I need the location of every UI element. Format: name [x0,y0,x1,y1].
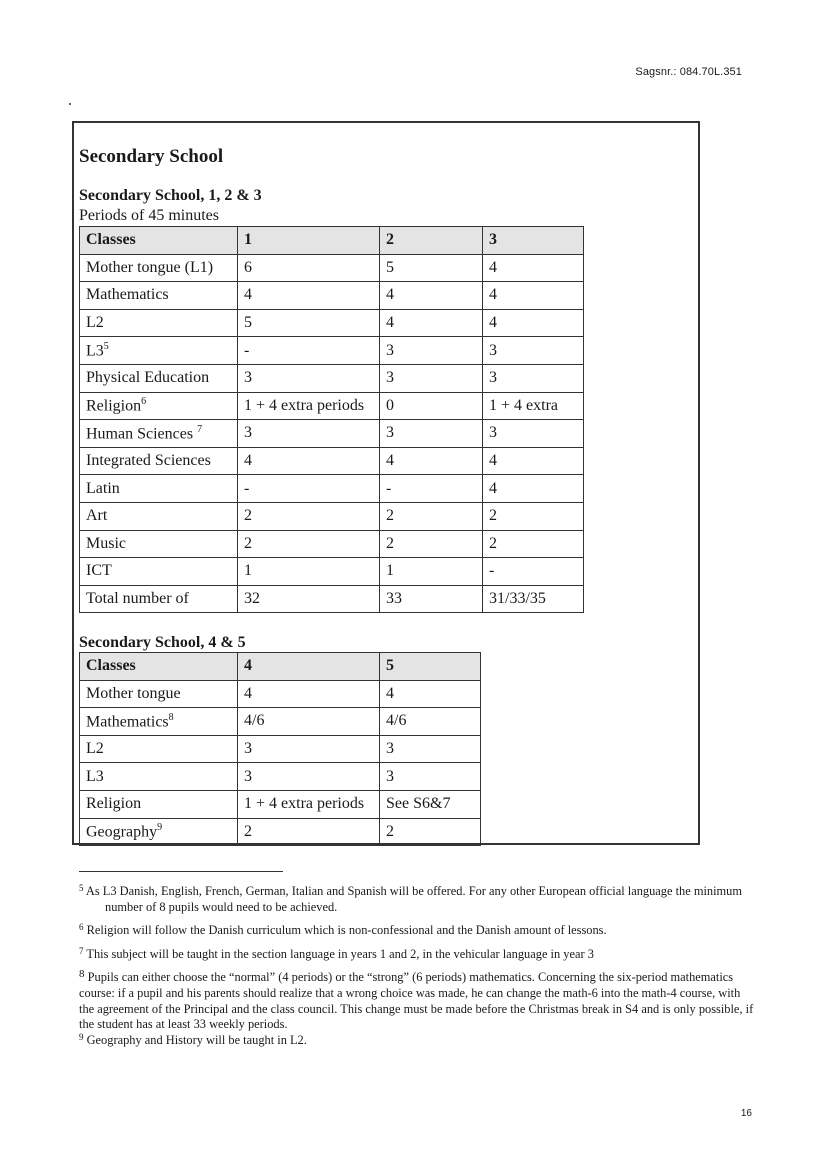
table-row [80,530,584,558]
header-year-5: 5 [380,653,481,681]
value-cell: 4/6 [380,708,481,736]
subject-cell: Physical Education [80,364,238,392]
table-row [80,392,584,420]
table-row [80,475,584,503]
table-row [80,763,481,791]
timetable-s1-3 [79,226,584,613]
value-cell: 4 [238,680,380,708]
footnote-rule [79,871,283,872]
value-cell: 2 [238,818,380,846]
table-row [80,309,584,337]
value-cell: 4 [380,309,483,337]
subject-cell: Total number of [80,585,238,613]
value-cell: 1 [238,558,380,586]
value-cell: 3 [380,420,483,448]
timetable-s4-5 [79,652,481,846]
table-row [80,680,481,708]
value-cell: 1 [380,558,483,586]
value-cell: 3 [238,420,380,448]
value-cell: 4 [483,254,584,282]
value-cell: - [238,475,380,503]
value-cell: 1 + 4 extra [483,392,584,420]
table-header-row [80,227,584,255]
subject-cell: Art [80,502,238,530]
table-row [80,282,584,310]
table-row [80,708,481,736]
value-cell: See S6&7 [380,790,481,818]
value-cell: 3 [238,364,380,392]
table-header-row [80,653,481,681]
page-number: 16 [740,1108,752,1119]
footnote-5: $^5$ As L3 Danish, English, French, German, Italian and Spanish will be offered. For any other European official language the minimum number of 8 pupils would need to be achieved. [79,883,743,914]
subject-cell: ICT [80,558,238,586]
value-cell: 2 [380,502,483,530]
table-row [80,364,584,392]
value-cell: 32 [238,585,380,613]
subject-cell: Human Sciences $^7$ [80,420,238,448]
value-cell: 33 [380,585,483,613]
value-cell: 4 [483,309,584,337]
section1-heading: Secondary School, 1, 2 & 3 [79,187,262,204]
value-cell: 1 + 4 extra periods [238,392,380,420]
table-row [80,502,584,530]
value-cell: 5 [238,309,380,337]
header-year-1: 1 [238,227,380,255]
value-cell: 2 [483,502,584,530]
subject-cell: L2 [80,735,238,763]
footnote-9: $^9$ Geography and History will be taught in L2. [79,1031,307,1047]
footnote-8: $^8$ Pupils can either choose the “normal” (4 periods) or the “strong” (6 periods) mathematics. Concerning the six-period mathematics course: if a pupil and his parents should realize that a wrong choice was made, he can change the math-6 into the math-4 course, with the agreement of the Principal and the class council. This change must be made before the Christmas break in S4 and is only possible, if the student has at least 33 weekly periods. [79,968,754,1032]
table-row [80,558,584,586]
value-cell: 4 [380,680,481,708]
footnote-7: $^7$ This subject will be taught in the section language in years 1 and 2, in the vehicular language in year 3 [79,945,594,961]
table-row [80,447,584,475]
value-cell: 4 [483,282,584,310]
subject-cell: Mother tongue (L1) [80,254,238,282]
subject-cell: $L3^5$ [80,337,238,365]
footnote-6: $^6$ Religion will follow the Danish curriculum which is non-confessional and the Danish amount of lessons. [79,922,607,938]
header-year-4: 4 [238,653,380,681]
header-year-2: 2 [380,227,483,255]
value-cell: 3 [238,763,380,791]
value-cell: 0 [380,392,483,420]
case-number: Sagsnr.: 084.70L.351 [635,66,742,78]
subject-cell: Mathematics$^8$ [80,708,238,736]
section2-heading: Secondary School, 4 & 5 [79,634,246,651]
subject-cell: Religion$^6$ [80,392,238,420]
value-cell: 3 [380,364,483,392]
subject-cell: Religion [80,790,238,818]
table-row [80,818,481,846]
value-cell: 2 [238,502,380,530]
value-cell: 3 [483,337,584,365]
scan-speck [69,103,71,105]
value-cell: 2 [238,530,380,558]
subject-cell: Geography$^9$ [80,818,238,846]
value-cell: - [238,337,380,365]
value-cell: 3 [483,420,584,448]
footnotes [79,884,755,1056]
value-cell: 2 [380,818,481,846]
value-cell: 4/6 [238,708,380,736]
value-cell: 3 [380,735,481,763]
header-year-3: 3 [483,227,584,255]
subject-cell: Latin [80,475,238,503]
value-cell: 31/33/35 [483,585,584,613]
header-classes: Classes [80,653,238,681]
value-cell: - [483,558,584,586]
subject-cell: L3 [80,763,238,791]
value-cell: 4 [483,447,584,475]
periods-note: Periods of 45 minutes [79,207,219,224]
value-cell: 3 [238,735,380,763]
table-row [80,420,584,448]
table-row [80,254,584,282]
value-cell: 2 [483,530,584,558]
value-cell: 3 [380,763,481,791]
value-cell: - [380,475,483,503]
subject-cell: L2 [80,309,238,337]
subject-cell: Music [80,530,238,558]
table-row [80,790,481,818]
page-title: Secondary School [79,146,224,167]
value-cell: 5 [380,254,483,282]
value-cell: 4 [483,475,584,503]
value-cell: 3 [380,337,483,365]
subject-cell: Mathematics [80,282,238,310]
value-cell: 2 [380,530,483,558]
value-cell: 4 [238,447,380,475]
subject-cell: Mother tongue [80,680,238,708]
table-row [80,585,584,613]
table-row [80,735,481,763]
header-classes: Classes [80,227,238,255]
subject-cell: Integrated Sciences [80,447,238,475]
value-cell: 4 [380,447,483,475]
value-cell: 1 + 4 extra periods [238,790,380,818]
table-row [80,337,584,365]
value-cell: 6 [238,254,380,282]
value-cell: 4 [380,282,483,310]
value-cell: 4 [238,282,380,310]
value-cell: 3 [483,364,584,392]
